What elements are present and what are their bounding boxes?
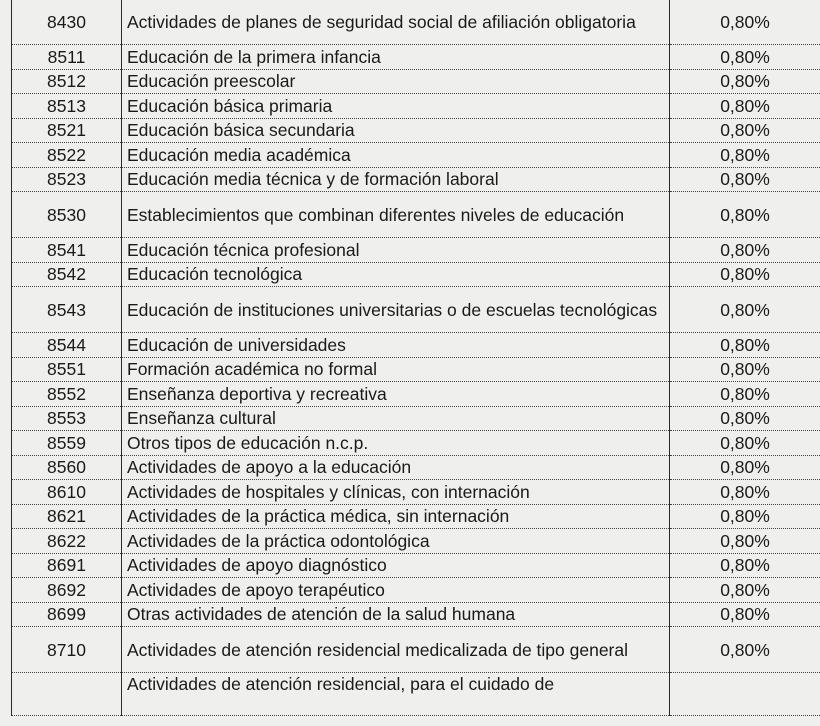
activity-rate: 0,80%	[670, 118, 820, 143]
activity-rate: 0,80%	[670, 431, 820, 456]
activity-code	[12, 673, 122, 716]
activity-rate: 0,80%	[670, 480, 820, 505]
activity-description: Actividades de la práctica médica, sin internación	[122, 504, 670, 529]
table-row	[12, 529, 820, 554]
activity-code: 8541	[12, 238, 122, 263]
table-row	[12, 333, 820, 358]
activity-code: 8542	[12, 262, 122, 287]
activity-rate: 0,80%	[670, 455, 820, 480]
activity-rate: 0,80%	[670, 357, 820, 382]
activity-code: 8551	[12, 357, 122, 382]
table-row	[12, 406, 820, 431]
activity-rate: 0,80%	[670, 69, 820, 94]
table-row	[12, 45, 820, 70]
activity-description: Actividades de atención residencial, para el cuidado de	[122, 673, 670, 716]
activity-code: 8513	[12, 94, 122, 119]
activity-code: 8710	[12, 627, 122, 673]
activity-rate: 0,80%	[670, 529, 820, 554]
activity-description: Actividades de hospitales y clínicas, con internación	[122, 480, 670, 505]
activity-description: Actividades de apoyo terapéutico	[122, 578, 670, 603]
activity-rate: 0,80%	[670, 627, 820, 673]
activity-description: Educación de universidades	[122, 333, 670, 358]
activity-rate: 0,80%	[670, 382, 820, 407]
table-row	[12, 143, 820, 168]
activity-description: Educación de la primera infancia	[122, 45, 670, 70]
activity-code: 8544	[12, 333, 122, 358]
activity-description: Actividades de apoyo a la educación	[122, 455, 670, 480]
table-row	[12, 504, 820, 529]
table-body	[12, 0, 820, 716]
activity-description: Actividades de apoyo diagnóstico	[122, 553, 670, 578]
activity-rate: 0,80%	[670, 333, 820, 358]
activity-rate: 0,80%	[670, 192, 820, 238]
activity-rate: 0,80%	[670, 504, 820, 529]
table-row	[12, 287, 820, 333]
table-row	[12, 69, 820, 94]
activity-description: Actividades de atención residencial medicalizada de tipo general	[122, 627, 670, 673]
activity-code: 8430	[12, 0, 122, 45]
activity-rate: 0,80%	[670, 94, 820, 119]
activity-description: Educación media académica	[122, 143, 670, 168]
activity-rate: 0,80%	[670, 578, 820, 603]
activity-rate: 0,80%	[670, 0, 820, 45]
activity-rate: 0,80%	[670, 238, 820, 263]
table-row	[12, 94, 820, 119]
activity-description: Enseñanza cultural	[122, 406, 670, 431]
activity-code: 8530	[12, 192, 122, 238]
activity-code: 8692	[12, 578, 122, 603]
table-row	[12, 553, 820, 578]
table-row	[12, 238, 820, 263]
activity-rate: 0,80%	[670, 553, 820, 578]
table-row	[12, 262, 820, 287]
activity-code: 8559	[12, 431, 122, 456]
table-row	[12, 431, 820, 456]
activity-code: 8560	[12, 455, 122, 480]
activity-description: Enseñanza deportiva y recreativa	[122, 382, 670, 407]
activity-code: 8521	[12, 118, 122, 143]
activity-code: 8699	[12, 602, 122, 627]
activity-description: Educación de instituciones universitarias o de escuelas tecnológicas	[122, 287, 670, 333]
table-row	[12, 602, 820, 627]
activity-code: 8512	[12, 69, 122, 94]
table-row	[12, 382, 820, 407]
activity-code: 8511	[12, 45, 122, 70]
activity-description: Actividades de planes de seguridad social de afiliación obligatoria	[122, 0, 670, 45]
activity-rate	[670, 673, 820, 716]
activity-code: 8543	[12, 287, 122, 333]
activity-rate: 0,80%	[670, 45, 820, 70]
activity-code: 8552	[12, 382, 122, 407]
table-row	[12, 673, 820, 716]
activity-code: 8553	[12, 406, 122, 431]
activity-rate: 0,80%	[670, 406, 820, 431]
activity-description: Otras actividades de atención de la salud humana	[122, 602, 670, 627]
activity-code: 8621	[12, 504, 122, 529]
activity-rate: 0,80%	[670, 262, 820, 287]
activity-description: Formación académica no formal	[122, 357, 670, 382]
table-row	[12, 357, 820, 382]
activity-code: 8610	[12, 480, 122, 505]
table-row	[12, 455, 820, 480]
table-row	[12, 167, 820, 192]
activity-description: Educación básica primaria	[122, 94, 670, 119]
activity-rate: 0,80%	[670, 287, 820, 333]
table-row	[12, 192, 820, 238]
activity-description: Educación técnica profesional	[122, 238, 670, 263]
activity-rate-table	[11, 0, 820, 716]
table-row	[12, 480, 820, 505]
activity-code: 8522	[12, 143, 122, 168]
activity-code: 8691	[12, 553, 122, 578]
activity-description: Educación media técnica y de formación laboral	[122, 167, 670, 192]
table-row	[12, 627, 820, 673]
activity-code: 8622	[12, 529, 122, 554]
table-row	[12, 0, 820, 45]
activity-description: Educación básica secundaria	[122, 118, 670, 143]
activity-description: Educación tecnológica	[122, 262, 670, 287]
table-row	[12, 578, 820, 603]
activity-description: Educación preescolar	[122, 69, 670, 94]
activity-description: Otros tipos de educación n.c.p.	[122, 431, 670, 456]
activity-rate: 0,80%	[670, 167, 820, 192]
activity-code: 8523	[12, 167, 122, 192]
activity-description: Actividades de la práctica odontológica	[122, 529, 670, 554]
activity-description: Establecimientos que combinan diferentes niveles de educación	[122, 192, 670, 238]
activity-rate: 0,80%	[670, 143, 820, 168]
activity-rate: 0,80%	[670, 602, 820, 627]
table-row	[12, 118, 820, 143]
